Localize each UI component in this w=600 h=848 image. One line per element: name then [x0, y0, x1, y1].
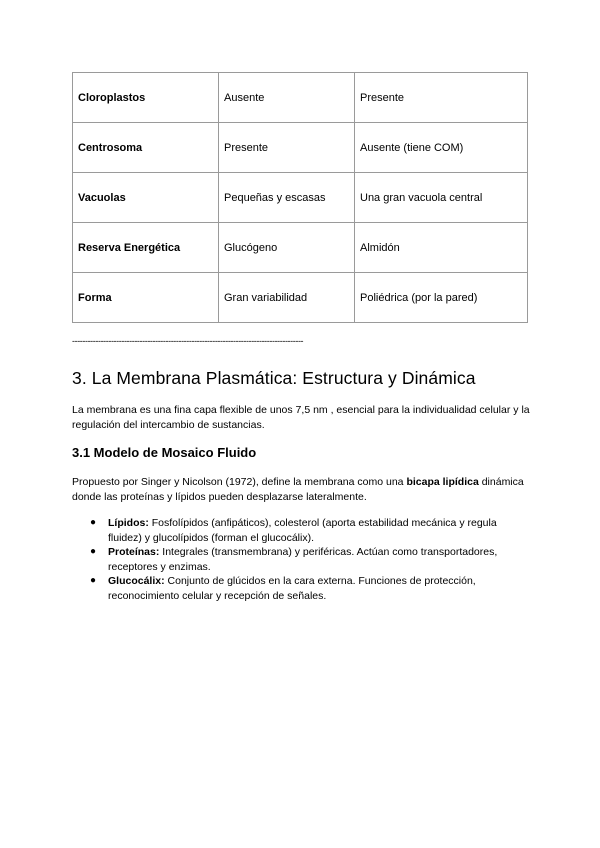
list-item	[72, 545, 532, 574]
list-item-text: Conjunto de glúcidos en la cara externa. Funciones de protección, reconocimiento celular y recepción de señales.	[108, 575, 476, 602]
lead-bold-term: bicapa lipídica	[406, 476, 479, 488]
vegetal-cell: Presente	[355, 73, 528, 123]
feature-cell: Forma	[73, 273, 219, 323]
cell-comparison-table	[72, 72, 528, 323]
bullet-icon: ●	[90, 517, 97, 528]
subsection-title: 3.1 Modelo de Mosaico Fluido	[72, 445, 257, 460]
table-row	[73, 73, 528, 123]
component-list	[72, 516, 532, 603]
list-item-text: Fosfolípidos (anfipáticos), colesterol (aporta estabilidad mecánica y regula fluidez) y glucolípidos (forman el glucocálix).	[108, 517, 497, 544]
vegetal-cell: Una gran vacuola central	[355, 173, 528, 223]
section-intro: La membrana es una fina capa flexible de unos 7,5 nm , esencial para la individualidad celular y la regulación del intercambio de sustancias.	[72, 404, 530, 431]
list-item-term: Glucocálix:	[108, 575, 165, 587]
table-row	[73, 273, 528, 323]
list-item	[72, 516, 532, 545]
vegetal-cell: Ausente (tiene COM)	[355, 123, 528, 173]
list-item-term: Lípidos:	[108, 517, 149, 529]
animal-cell: Glucógeno	[219, 223, 355, 273]
feature-cell: Reserva Energética	[73, 223, 219, 273]
animal-cell: Gran variabilidad	[219, 273, 355, 323]
dashed-separator: -----------------------------------------------------------------------------------------	[72, 336, 304, 346]
list-item-text: Integrales (transmembrana) y periféricas. Actúan como transportadores, receptores y enzimas.	[108, 546, 498, 573]
table-row	[73, 173, 528, 223]
vegetal-cell: Almidón	[355, 223, 528, 273]
lead-text: Propuesto por Singer y Nicolson (1972), define la membrana como una	[72, 476, 407, 488]
bullet-icon: ●	[90, 575, 97, 586]
animal-cell: Ausente	[219, 73, 355, 123]
list-item-term: Proteínas:	[108, 546, 160, 558]
bullet-icon: ●	[90, 546, 97, 557]
feature-cell: Cloroplastos	[73, 73, 219, 123]
section-title: 3. La Membrana Plasmática: Estructura y Dinámica	[72, 368, 476, 388]
table-row	[73, 223, 528, 273]
lead-text-end: dinámica donde las proteínas y lípidos pueden desplazarse lateralmente.	[72, 476, 524, 503]
table-row	[73, 123, 528, 173]
feature-cell: Centrosoma	[73, 123, 219, 173]
subsection-lead	[72, 475, 532, 505]
list-item	[72, 574, 532, 603]
feature-cell: Vacuolas	[73, 173, 219, 223]
animal-cell: Pequeñas y escasas	[219, 173, 355, 223]
animal-cell: Presente	[219, 123, 355, 173]
vegetal-cell: Poliédrica (por la pared)	[355, 273, 528, 323]
